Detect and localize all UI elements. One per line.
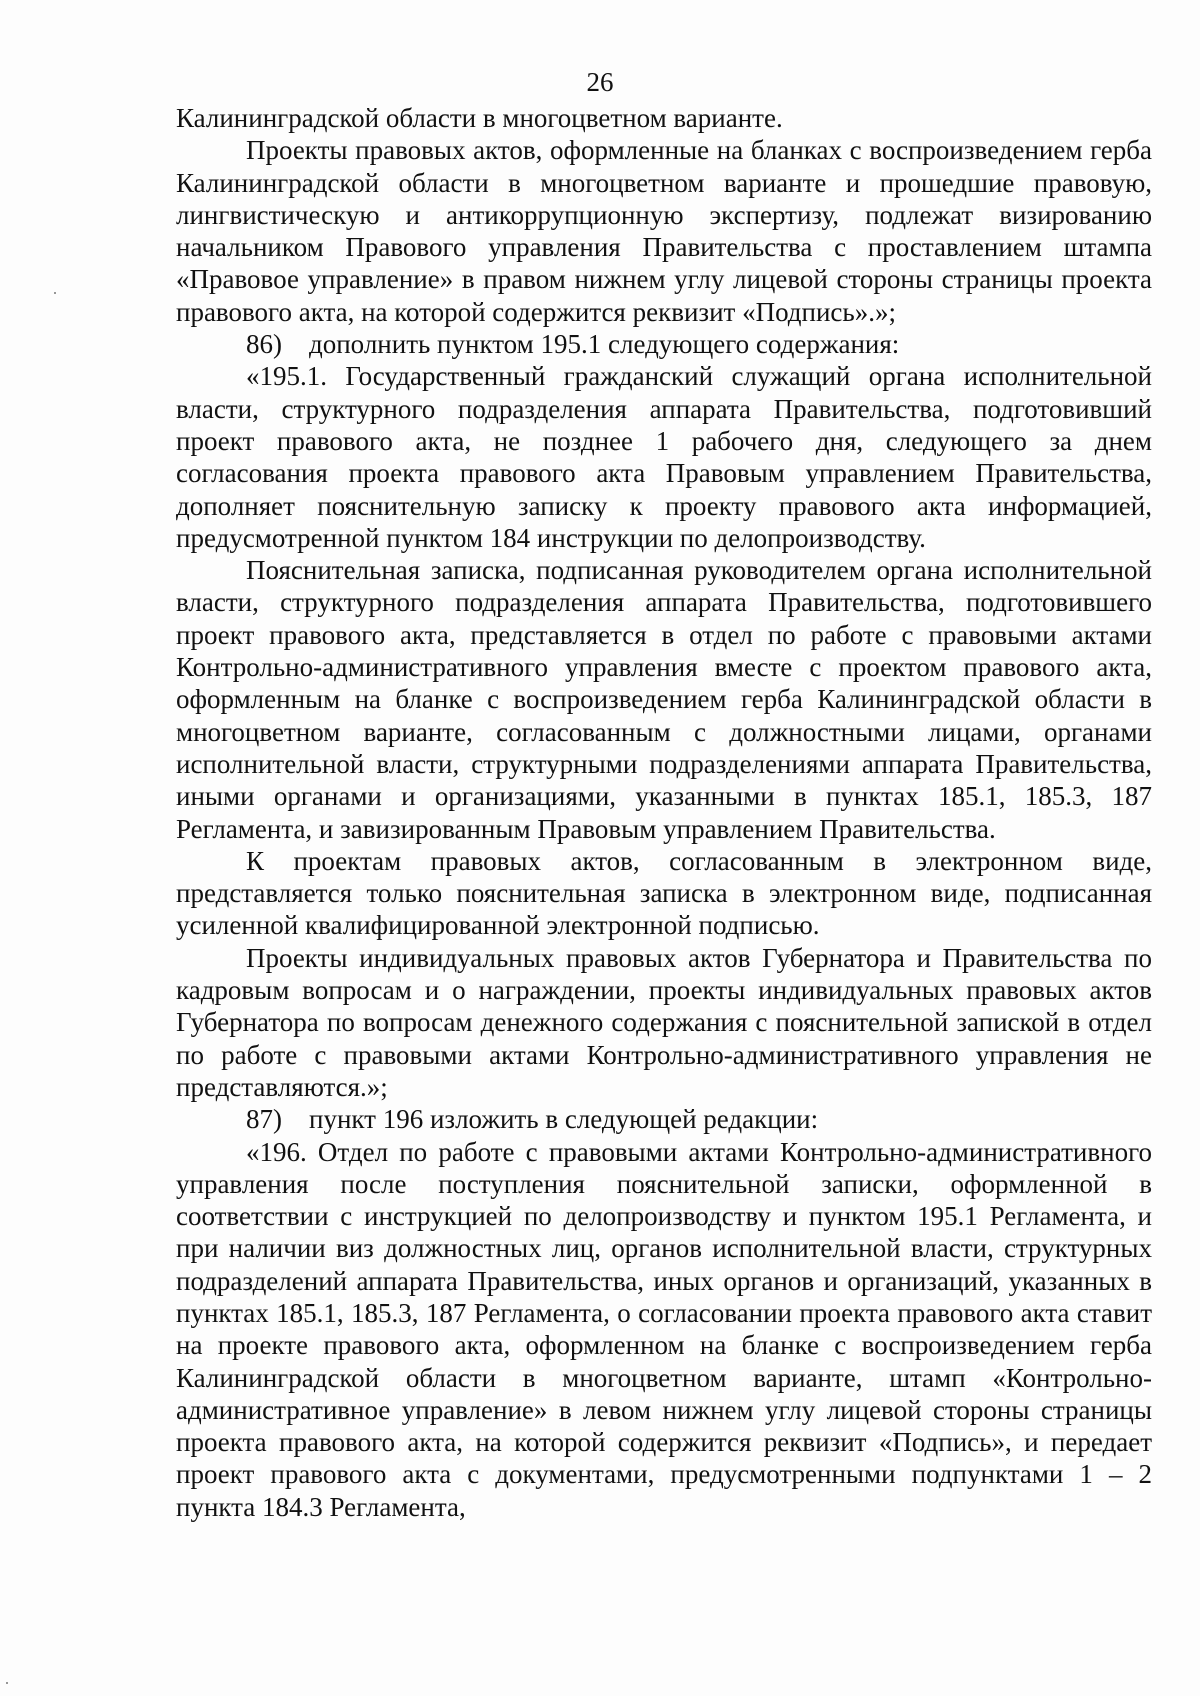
paragraph-projects-blanks: Проекты правовых актов, оформленные на бланках с воспроизведением герба Калининградской области в многоцветном варианте и прошедшие правовую, лингвистическую и антикоррупционную экспертизу, подлежат визированию начальником Правового управления Правительства с проставлением штампа «Правовое управление» в правом нижнем углу лицевой стороны страницы проекта правового акта, на которой содержится реквизит «Подпись».»; [176, 135, 1152, 327]
paragraph-individual-acts: Проекты индивидуальных правовых актов Губернатора и Правительства по кадровым вопросам и о награждении, проекты индивидуальных правовых актов Губернатора по вопросам денежного содержания с пояснительной запиской в отдел по работе с правовыми актами Контрольно-административного управления не представляются.»; [176, 942, 1152, 1102]
paragraph-continuation: Калининградской области в многоцветном варианте. [176, 103, 783, 133]
paragraph-195-1: «195.1. Государственный гражданский служащий органа исполнительной власти, структурного подразделения аппарата Правительства, подготовивший проект правового акта, не позднее 1 рабочего дня, следующего за днем согласования проекта правового акта Правовым управлением Правительства, дополняет пояснительную записку к проекту правового акта информацией, предусмотренной пунктом 184 инструкции по делопроизводству. [176, 361, 1152, 553]
page-number: 26 [586, 67, 614, 97]
paragraph-196: «196. Отдел по работе с правовыми актами Контрольно-административного управления после поступления пояснительной записки, оформленной в соответствии с инструкцией по делопроизводству и пунктом 195.1 Регламента, и при наличии виз должностных лиц, органов исполнительной власти, структурных подразделений аппарата Правительства, иных органов и организаций, указанных в пунктах 185.1, 185.3, 187 Регламента, о согласовании проекта правового акта ставит на проекте правового акта, оформленном на бланке с воспроизведением герба Калининградской области в многоцветном варианте, штамп «Контрольно-административное управление» в левом нижнем углу лицевой стороны страницы проекта правового акта, на которой содержится реквизит «Подпись», и передает проект правового акта с документами, предусмотренными подпунктами 1 – 2 пункта 184.3 Регламента, [176, 1136, 1152, 1522]
scan-speck [6, 1682, 8, 1684]
amendment-item-87: 87) пункт 196 изложить в следующей редакции: [246, 1104, 819, 1135]
amendment-item-86: 86) дополнить пунктом 195.1 следующего содержания: [246, 329, 900, 360]
scan-speck [54, 292, 56, 294]
document-body [176, 102, 1152, 1523]
paragraph-explanatory-note: Пояснительная записка, подписанная руководителем органа исполнительной власти, структурного подразделения аппарата Правительства, подготовившего проект правового акта, представляется в отдел по работе с правовыми актами Контрольно-административного управления вместе с проектом правового акта, оформленным на бланке с воспроизведением герба Калининградской области в многоцветном варианте, согласованным с должностными лицами, органами исполнительной власти, структурными подразделениями аппарата Правительства, иными органами и организациями, указанными в пунктах 185.1, 185.3, 187 Регламента, и завизированным Правовым управлением Правительства. [176, 555, 1152, 844]
paragraph-electronic-projects: К проектам правовых актов, согласованным в электронном виде, представляется только пояснительная записка в электронном виде, подписанная усиленной квалифицированной электронной подписью. [176, 845, 1152, 941]
